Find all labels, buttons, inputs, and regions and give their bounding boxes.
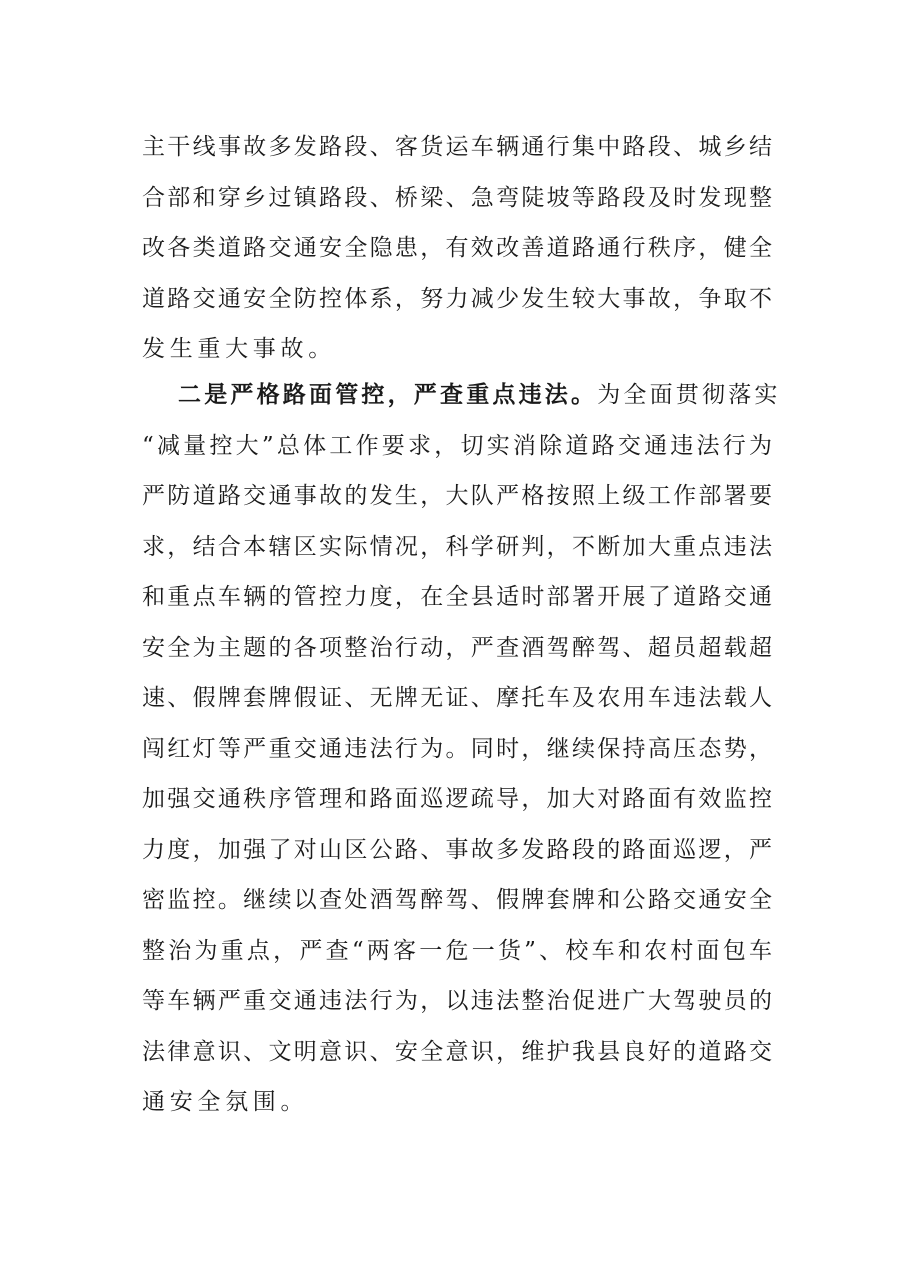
text-line: 主干线事故多发路段、客货运车辆通行集中路段、城乡结 (142, 134, 772, 160)
text-line: “减量控大”总体工作要求，切实消除道路交通违法行为 (142, 432, 772, 459)
paragraph-first-line-text: 为全面贯彻落实 (597, 382, 781, 408)
paragraph-2 (142, 370, 781, 1128)
text-line: 整治为重点，严查“两客一危一货”、校车和农村面包车 (142, 937, 772, 964)
text-line: 安全为主题的各项整治行动，严查酒驾醉驾、超员超载超 (142, 634, 772, 661)
text-line: 通安全氛围。 (142, 1089, 309, 1115)
text-line: 和重点车辆的管控力度，在全县适时部署开展了道路交通 (142, 584, 772, 610)
text-line: 法律意识、文明意识、安全意识，维护我县良好的道路交 (142, 1038, 772, 1065)
text-line: 求，结合本辖区实际情况，科学研判，不断加大重点违法 (142, 533, 772, 560)
text-line: 发生重大事故。 (142, 336, 336, 362)
text-line: 加强交通秩序管理和路面巡逻疏导，加大对路面有效监控 (142, 786, 772, 812)
paragraph-first-line (142, 370, 781, 421)
text-line: 合部和穿乡过镇路段、桥梁、急弯陡坡等路段及时发现整 (142, 184, 772, 211)
paragraph-1 (142, 122, 772, 375)
text-line: 密监控。继续以查处酒驾醉驾、假牌套牌和公路交通安全 (142, 887, 772, 913)
paragraph-heading: 二是严格路面管控，严查重点违法。 (178, 381, 598, 408)
text-line: 闯红灯等严重交通违法行为。同时，继续保持高压态势， (142, 735, 772, 762)
text-line: 力度，加强了对山区公路、事故多发路段的路面巡逻，严 (142, 836, 772, 863)
text-line: 改各类道路交通安全隐患，有效改善道路通行秩序，健全 (142, 235, 772, 261)
text-line: 严防道路交通事故的发生，大队严格按照上级工作部署要 (142, 483, 772, 509)
text-line: 道路交通安全防控体系，努力减少发生较大事故，争取不 (142, 285, 772, 312)
text-line: 速、假牌套牌假证、无牌无证、摩托车及农用车违法载人 (142, 685, 772, 711)
text-line: 等车辆严重交通违法行为，以违法整治促进广大驾驶员的 (142, 988, 772, 1014)
